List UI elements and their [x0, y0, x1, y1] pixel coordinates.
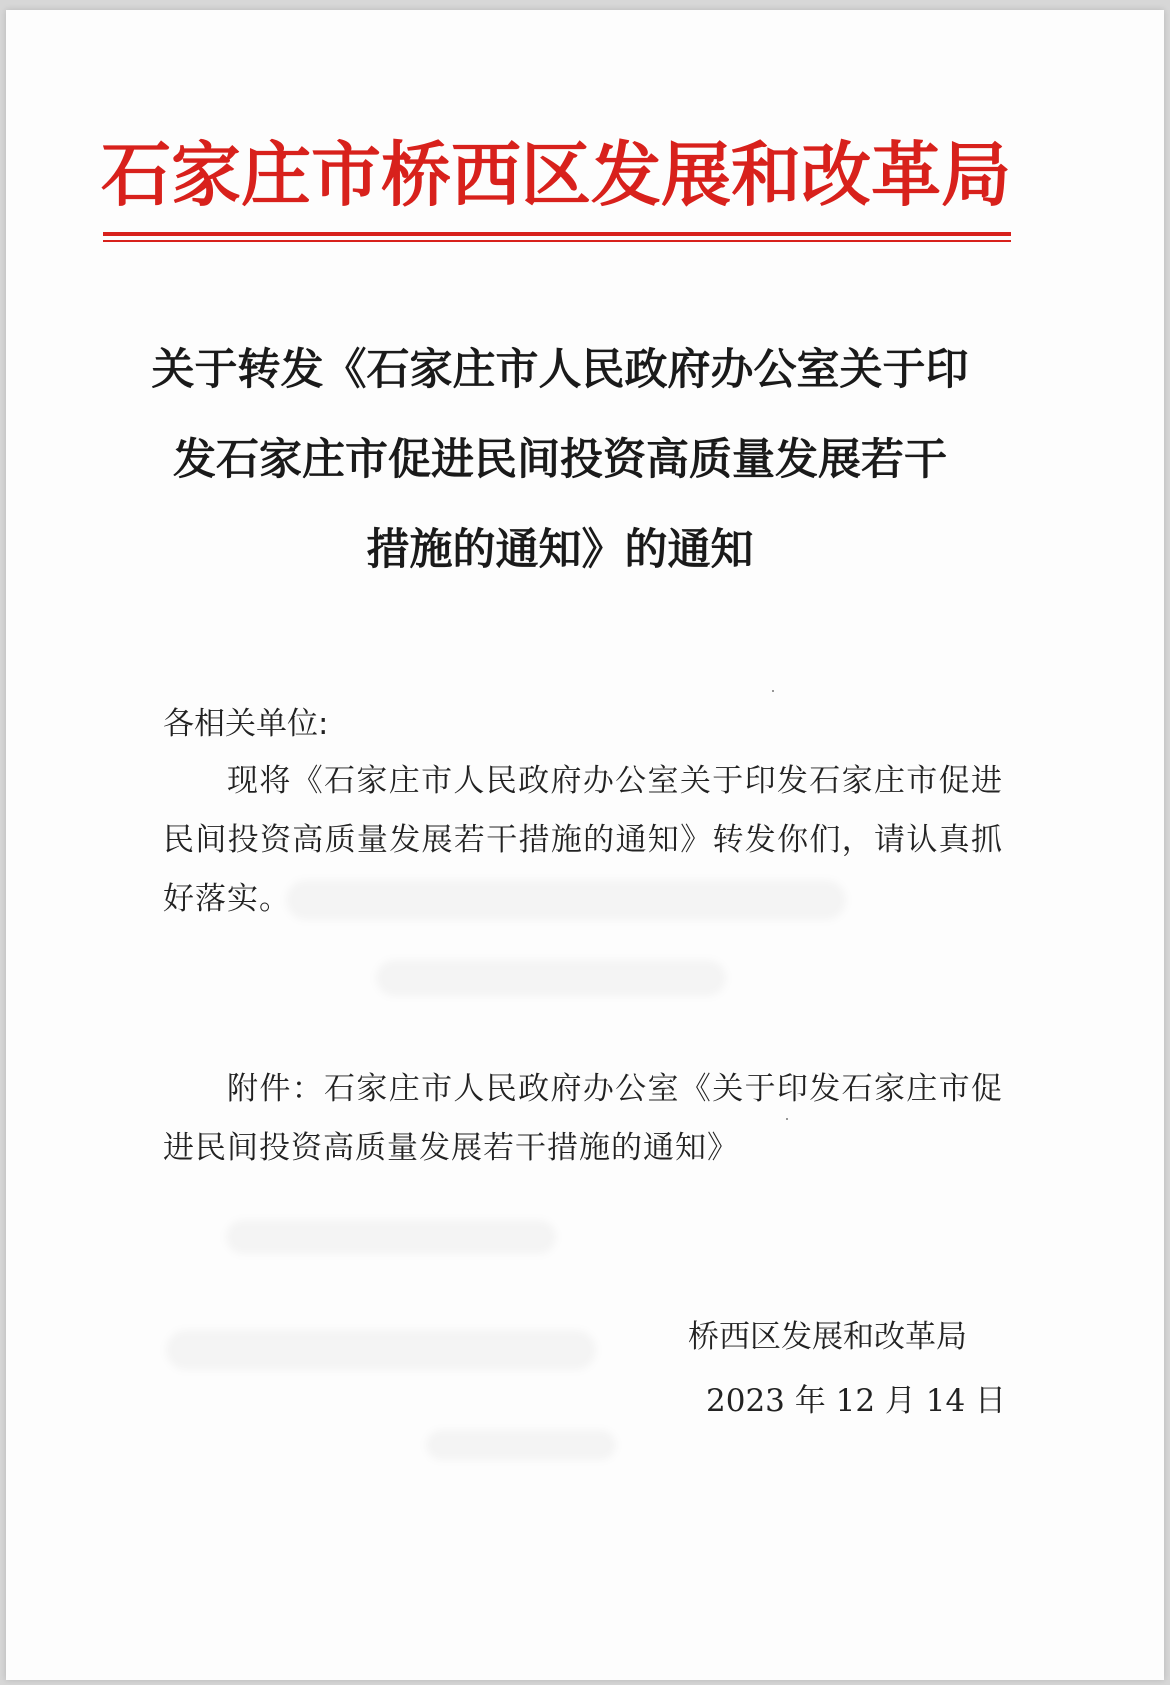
show-through-mark: [166, 1330, 596, 1370]
title-line-1: 关于转发《石家庄市人民政府办公室关于印: [151, 345, 969, 395]
title-line-2: 发石家庄市促进民间投资高质量发展若干: [173, 435, 947, 485]
masthead-rule-thin: [103, 240, 1011, 242]
signature-organization: 桥西区发展和改革局: [688, 1319, 967, 1355]
show-through-mark: [426, 1430, 616, 1460]
salutation: 各相关单位:: [163, 706, 329, 742]
document-title: [120, 325, 1000, 595]
attachment-note: 附件：石家庄市人民政府办公室《关于印发石家庄市促进民间投资高质量发展若干措施的通知》: [163, 1071, 1003, 1166]
title-line-3: 措施的通知》的通知: [366, 525, 754, 575]
speck: [772, 690, 774, 692]
body-paragraph: 现将《石家庄市人民政府办公室关于印发石家庄市促进民间投资高质量发展若干措施的通知》转发你们，请认真抓好落实。: [163, 763, 1003, 917]
show-through-mark: [376, 960, 726, 996]
show-through-mark: [226, 1220, 556, 1254]
masthead-org-name: 石家庄市桥西区发展和改革局: [101, 133, 1011, 216]
signature-date: 2023 年 12 月 14 日: [706, 1383, 1007, 1419]
masthead-rule-thick: [103, 232, 1011, 236]
